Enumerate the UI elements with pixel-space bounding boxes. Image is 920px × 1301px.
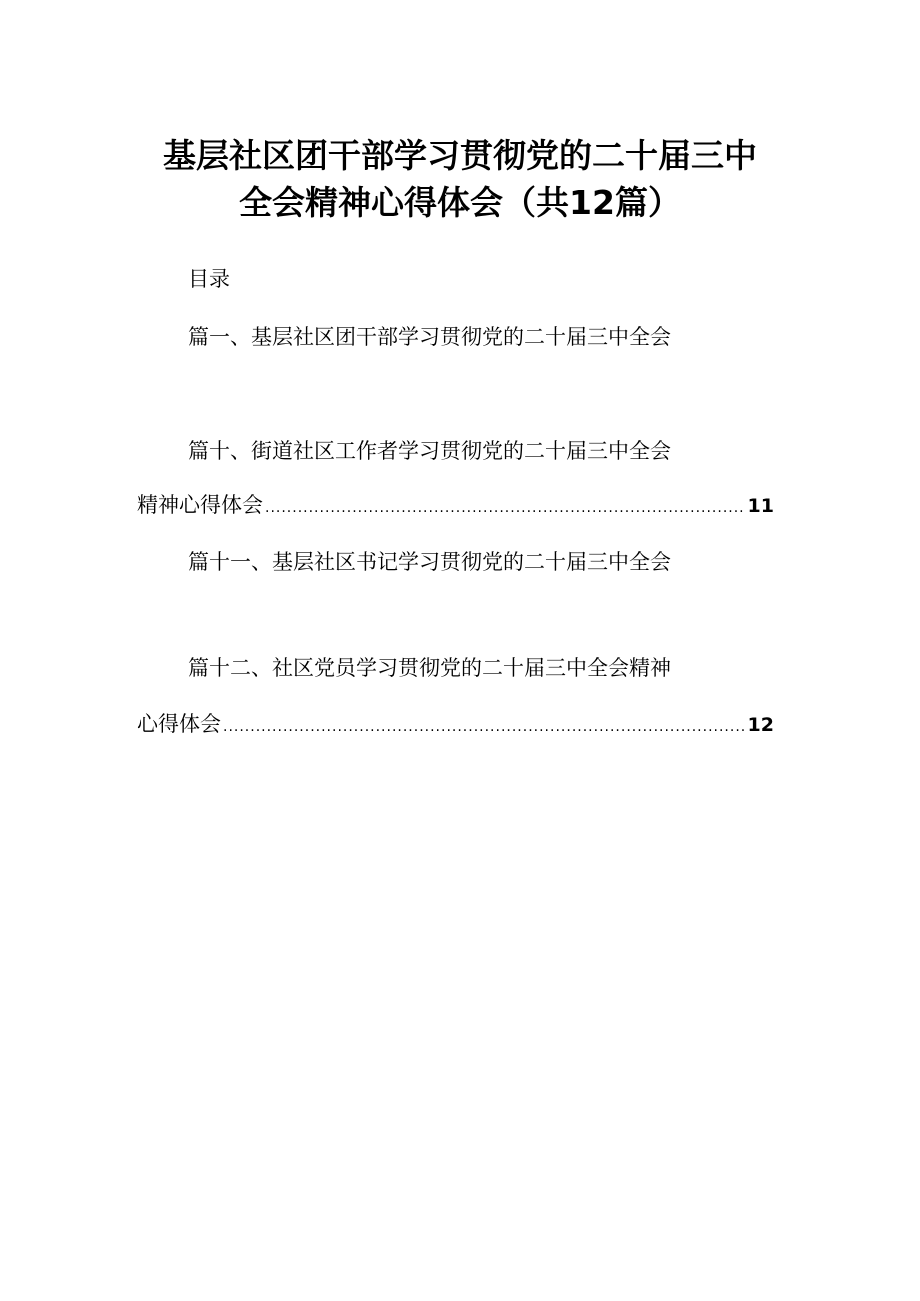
toc-dot-leader: [265, 493, 746, 523]
toc-entry-11[interactable]: 篇十一、基层社区书记学习贯彻党的二十届三中全会: [188, 550, 671, 574]
toc-entry-10-page-number: 11: [747, 495, 774, 517]
toc-entry-10-cont-text: 精神心得体会: [137, 493, 263, 517]
toc-entry-12-continuation[interactable]: [137, 709, 774, 742]
document-title-line-1: 基层社区团干部学习贯彻党的二十届三中: [163, 136, 757, 175]
toc-entry-12-page-number: 12: [747, 714, 774, 736]
toc-dot-leader: [223, 712, 746, 742]
toc-entry-10-continuation[interactable]: [137, 490, 774, 523]
toc-entry-12-cont-text: 心得体会: [137, 712, 221, 736]
toc-entry-10[interactable]: 篇十、街道社区工作者学习贯彻党的二十届三中全会: [188, 439, 671, 463]
toc-heading: 目录: [188, 267, 230, 291]
document-title-line-2: 全会精神心得体会（共12篇）: [239, 183, 681, 222]
toc-entry-12[interactable]: 篇十二、社区党员学习贯彻党的二十届三中全会精神: [188, 656, 671, 680]
toc-entry-1[interactable]: 篇一、基层社区团干部学习贯彻党的二十届三中全会: [188, 325, 671, 349]
